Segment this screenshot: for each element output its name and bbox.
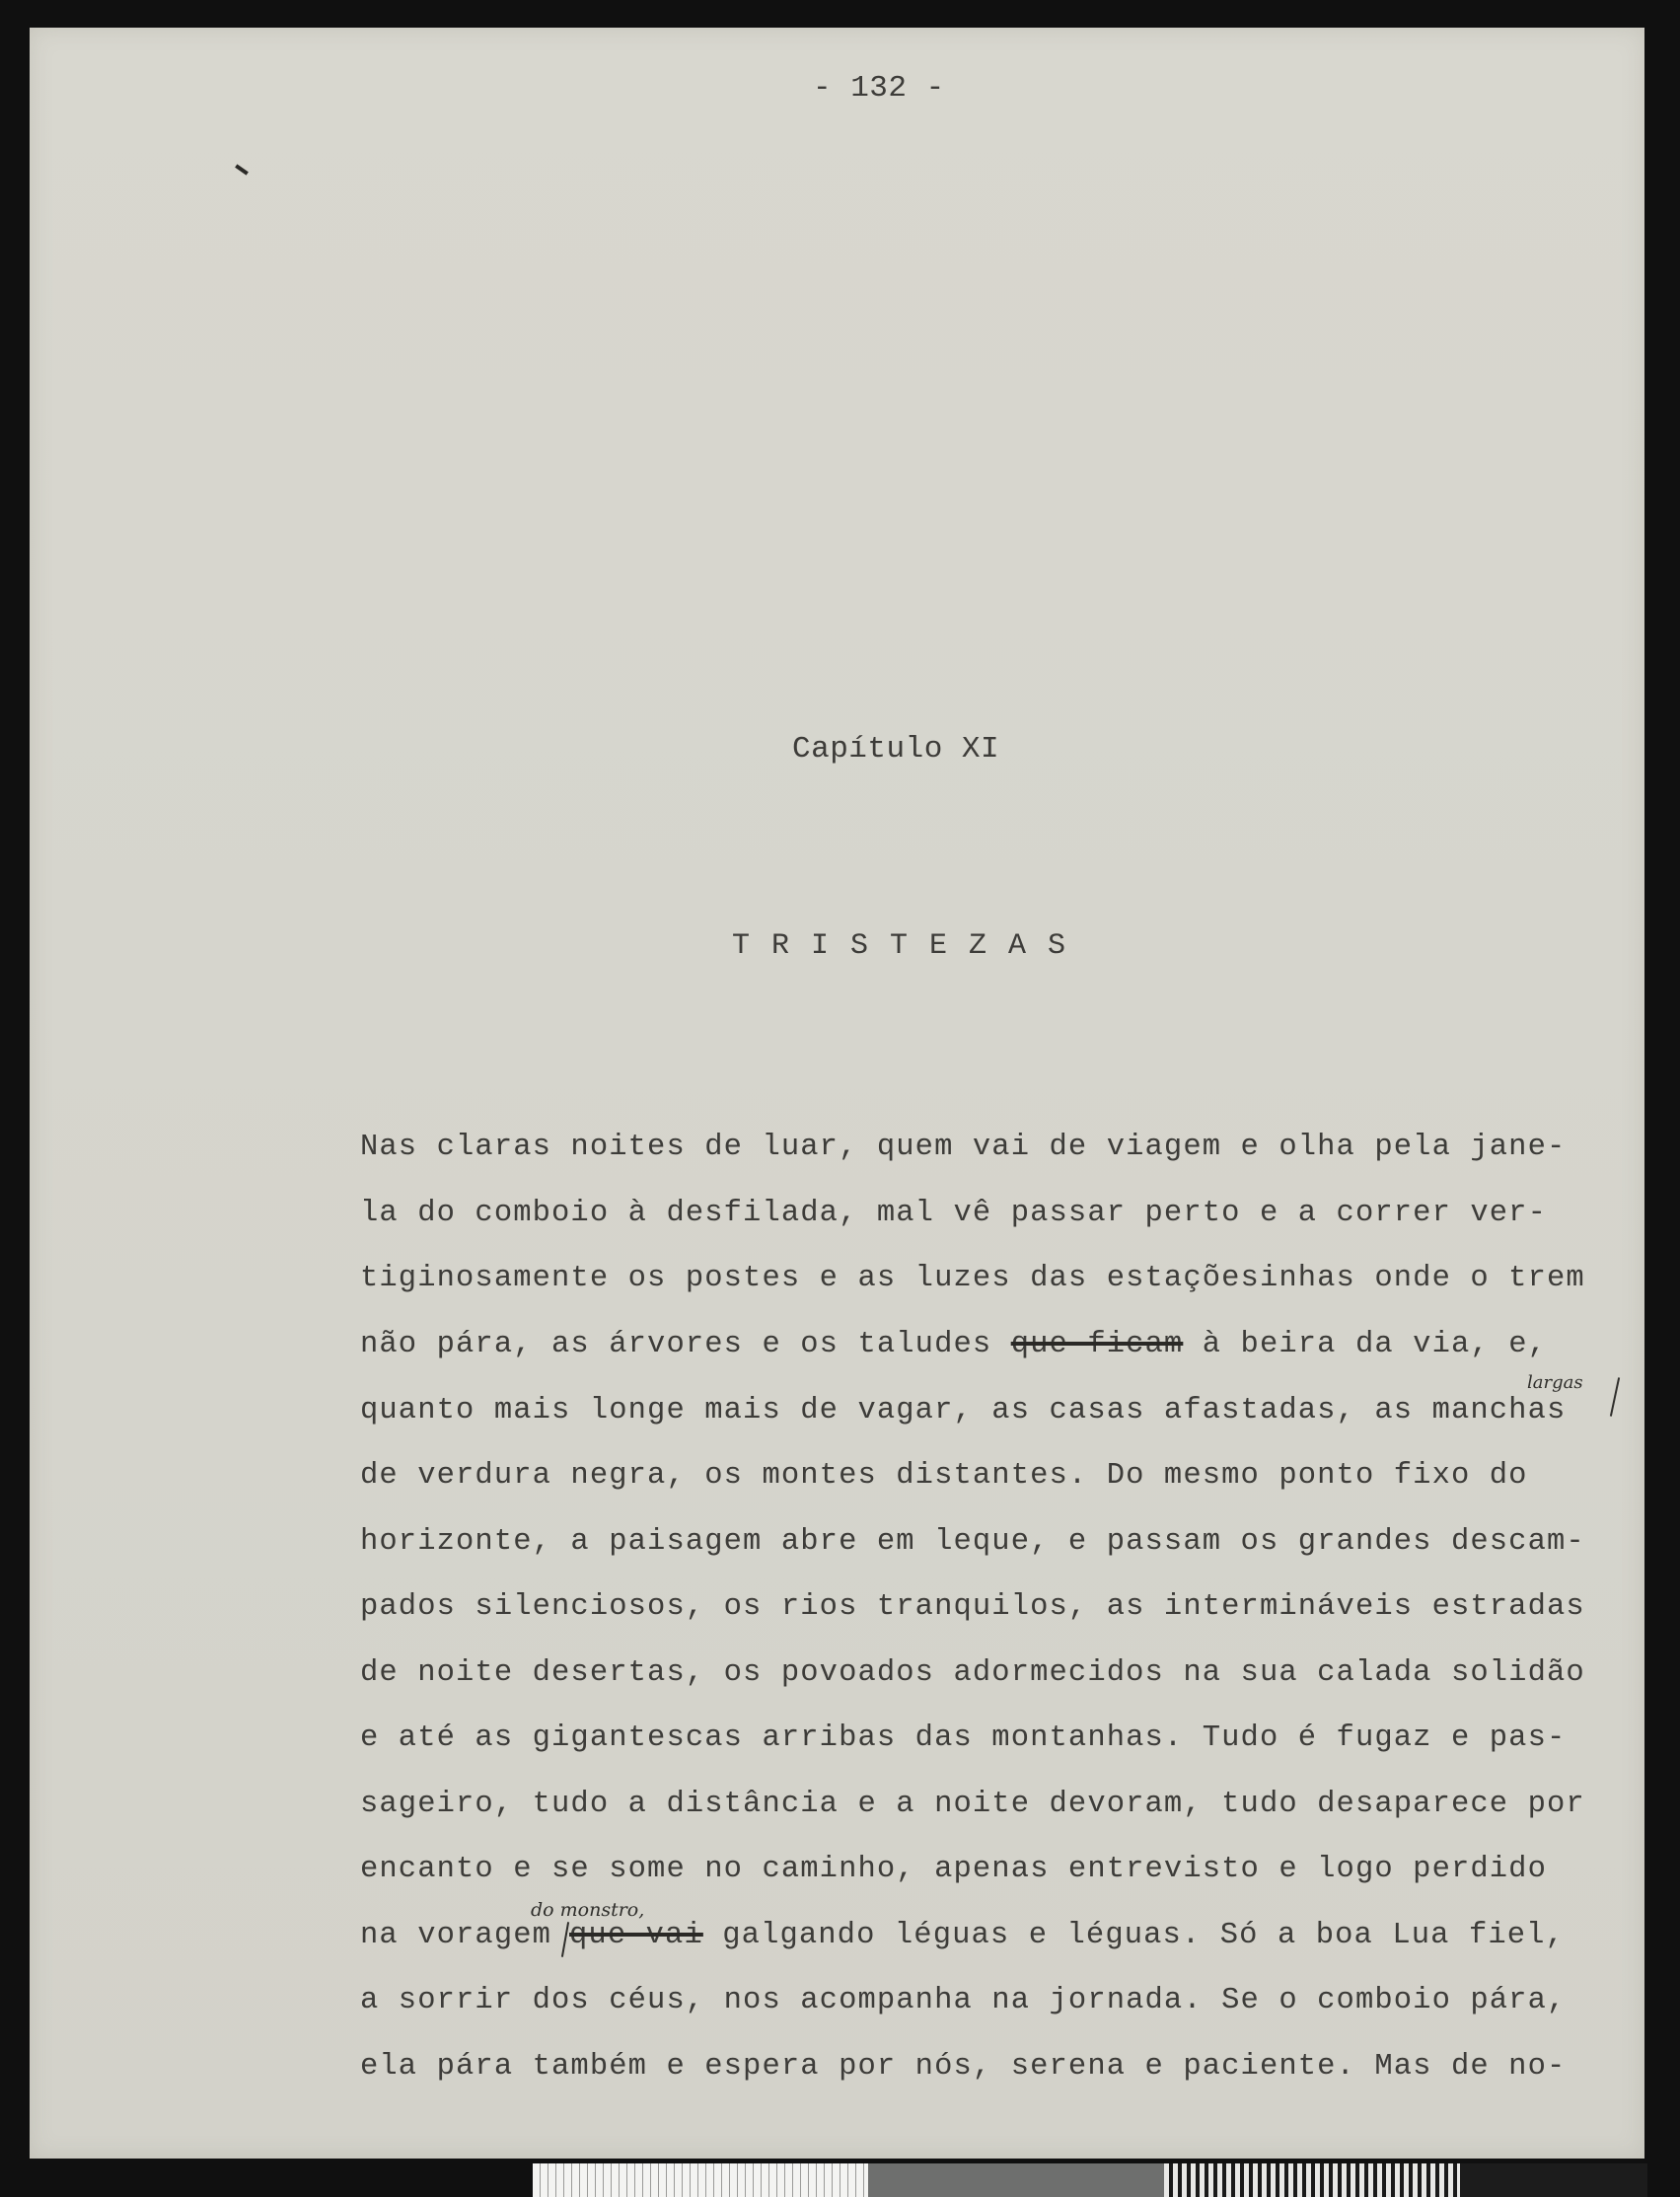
text-line-2: la do comboio à desfilada, mal vê passar perto e a correr ver- xyxy=(360,1197,1547,1230)
text-line-15: ela pára também e espera por nós, serena e paciente. Mas de no- xyxy=(360,2050,1567,2084)
text-line-8: pados silenciosos, os rios tranquilos, as intermináveis estradas xyxy=(360,1590,1585,1624)
chapter-label: Capítulo XI xyxy=(792,732,1000,767)
struck-text-que-ficam: que ficam xyxy=(1010,1328,1184,1361)
text-line-3: tiginosamente os postes e as luzes das estaçõesinhas onde o trem xyxy=(360,1262,1585,1295)
page-number: - 132 - xyxy=(813,71,945,106)
typewritten-page xyxy=(30,28,1644,2159)
text-line-13 xyxy=(360,1919,1633,1952)
text-line-4 xyxy=(360,1328,1633,1361)
text-line-7: horizonte, a paisagem abre em leque, e passam os grandes descam- xyxy=(360,1525,1585,1559)
text-line-5: quanto mais longe mais de vagar, as casas afastadas, as manchas xyxy=(360,1394,1567,1428)
text-line-6: de verdura negra, os montes distantes. Do mesmo ponto fixo do xyxy=(360,1459,1528,1493)
text-line-13-part-2: galgando léguas e léguas. Só a boa Lua fiel, xyxy=(702,1919,1565,1952)
text-line-10: e até as gigantescas arribas das montanhas. Tudo é fugaz e pas- xyxy=(360,1721,1567,1755)
text-line-12: encanto e se some no caminho, apenas entrevisto e logo perdido xyxy=(360,1853,1547,1886)
scale-dark-segment xyxy=(1460,2163,1647,2197)
scale-striped-segment xyxy=(1164,2163,1460,2197)
scale-gray-segment xyxy=(868,2163,1164,2197)
text-line-14: a sorrir dos céus, nos acompanha na jornada. Se o comboio pára, xyxy=(360,1984,1567,2017)
handwritten-insertion-do-monstro: do monstro, xyxy=(531,1899,645,1921)
color-scale-bar xyxy=(533,2163,1647,2197)
chapter-title: T R I S T E Z A S xyxy=(732,929,1068,963)
handwritten-insertion-largas: largas xyxy=(1527,1372,1583,1393)
text-line-9: de noite desertas, os povoados adormecidos na sua calada solidão xyxy=(360,1656,1585,1690)
text-line-11: sageiro, tudo a distância e a noite devoram, tudo desaparece por xyxy=(360,1788,1585,1821)
text-line-13-part-1: na voragem xyxy=(360,1919,552,1952)
struck-text-que-vai: que vai xyxy=(569,1919,703,1952)
scale-white-segment xyxy=(533,2163,868,2197)
text-line-1: Nas claras noites de luar, quem vai de viagem e olha pela jane- xyxy=(360,1131,1567,1164)
text-line-4-part-1: não pára, as árvores e os taludes xyxy=(360,1328,1011,1361)
text-line-4-part-2: à beira da via, e, xyxy=(1183,1328,1548,1361)
